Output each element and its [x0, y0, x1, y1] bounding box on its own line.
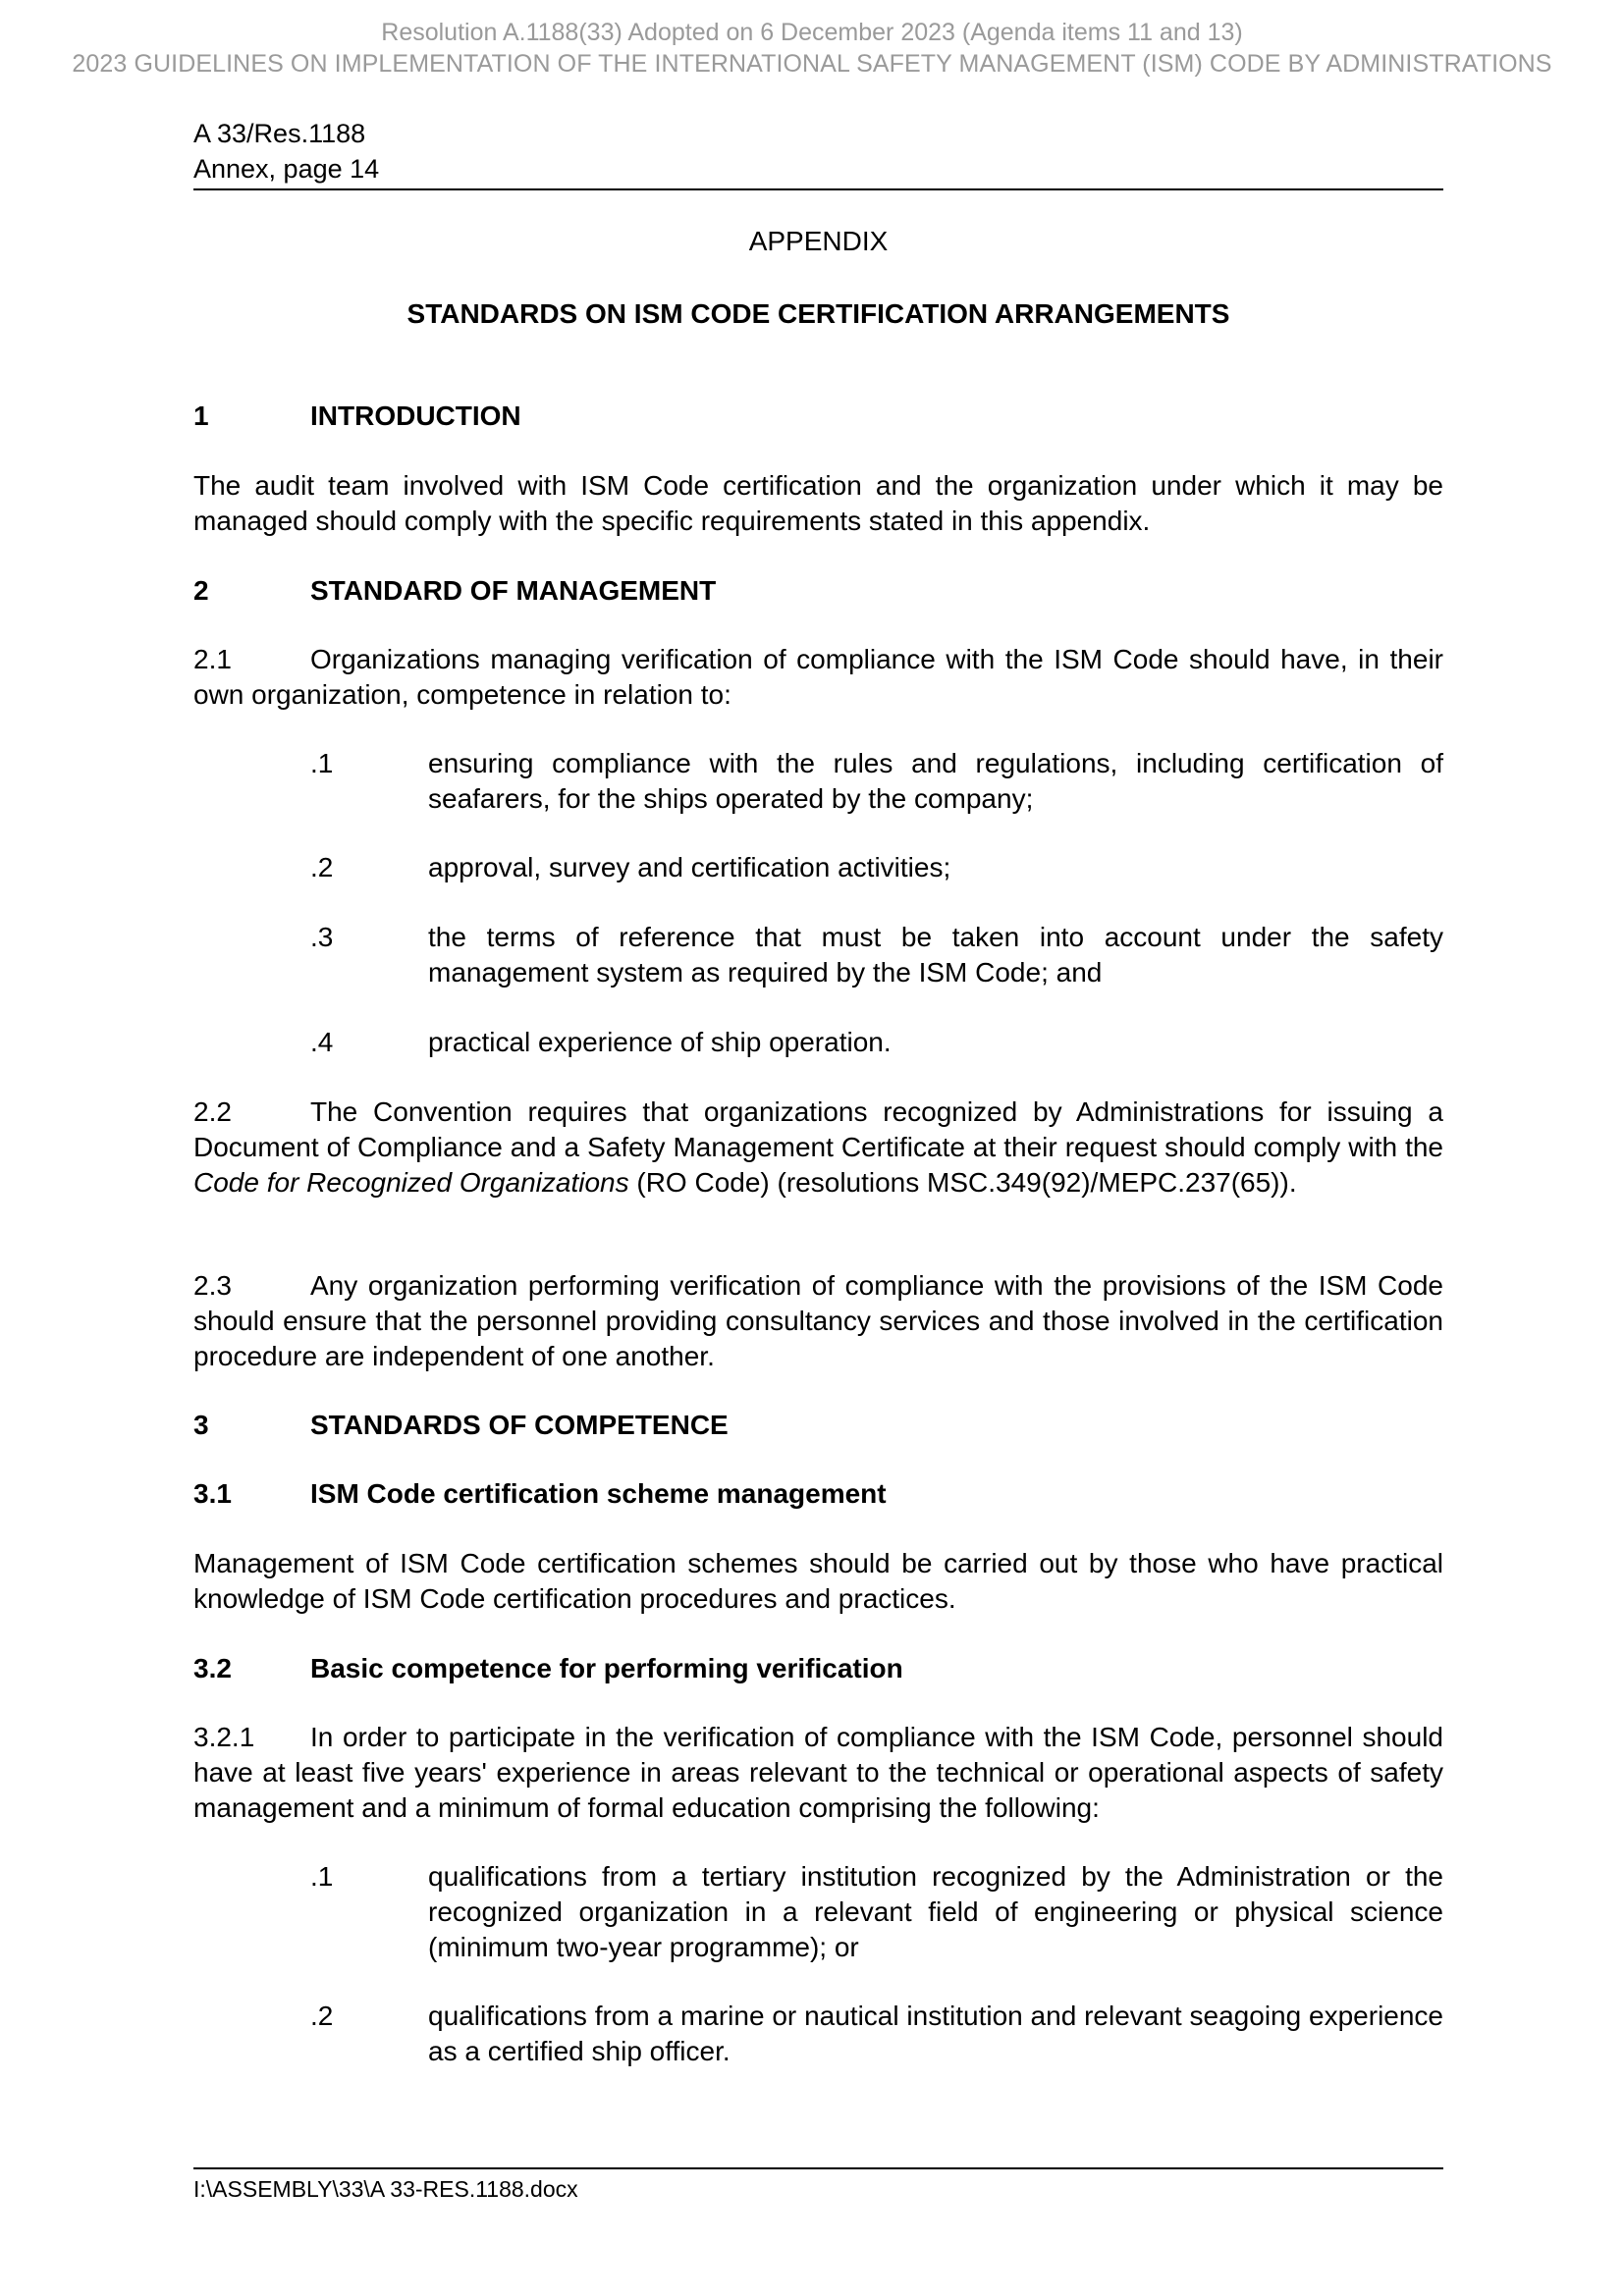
document-reference: A 33/Res.1188 — [193, 119, 366, 148]
section-title: STANDARD OF MANAGEMENT — [310, 575, 717, 606]
header-divider — [193, 188, 1443, 190]
list-item-number: .2 — [310, 2001, 334, 2031]
paragraph-number: 2.2 — [193, 1096, 232, 1127]
list-item-text: the terms of reference that must be taken into account under the safety management system as required by the ISM Code; and — [428, 922, 1443, 988]
footer-divider — [193, 2167, 1443, 2169]
section-1-paragraph: The audit team involved with ISM Code certification and the organization under which it may be managed should comply with the specific requirements stated in this appendix. — [193, 470, 1443, 536]
paragraph-text: In order to participate in the verification of compliance with the ISM Code, personnel should have at least five years' experience in areas relevant to the technical or operational aspects of safety management and a minimum of formal education comprising the following: — [193, 1722, 1443, 1823]
watermark-line-2: 2023 GUIDELINES ON IMPLEMENTATION OF THE INTERNATIONAL SAFETY MANAGEMENT (ISM) CODE BY ADMINISTRATIONS — [72, 50, 1552, 78]
list-item-text: qualifications from a tertiary institution recognized by the Administration or the recognized organization in a relevant field of engineering or physical science (minimum two-year programme); or — [428, 1861, 1443, 1962]
paragraph-number: 3.2.1 — [193, 1722, 255, 1752]
list-item-text: practical experience of ship operation. — [428, 1027, 892, 1057]
main-title: STANDARDS ON ISM CODE CERTIFICATION ARRANGEMENTS — [406, 298, 1230, 329]
appendix-title: APPENDIX — [748, 226, 889, 256]
code-title-italic: Code for Recognized Organizations — [193, 1167, 629, 1198]
page-number: Annex, page 14 — [193, 154, 380, 184]
subsection-number: 3.2 — [193, 1653, 232, 1683]
section-3-heading — [193, 1408, 1443, 1443]
section-title: INTRODUCTION — [310, 400, 521, 431]
paragraph-number: 2.3 — [193, 1270, 232, 1301]
paragraph-2-2 — [193, 1095, 1443, 1201]
paragraph-2-3 — [193, 1268, 1443, 1374]
list-item-number: .1 — [310, 1861, 334, 1892]
list-item-number: .2 — [310, 852, 334, 882]
paragraph-number: 2.1 — [193, 644, 232, 674]
section-number: 2 — [193, 575, 209, 606]
paragraph-text: Any organization performing verification of compliance with the provisions of the ISM Code should ensure that the personnel providing consultancy services and those involved in the certification procedure are independent of one another. — [193, 1270, 1443, 1371]
footer-file-path: I:\ASSEMBLY\33\A 33-RES.1188.docx — [193, 2176, 578, 2202]
subsection-3-1-heading — [193, 1476, 1443, 1512]
section-title: STANDARDS OF COMPETENCE — [310, 1410, 729, 1440]
paragraph-3-2-1 — [193, 1720, 1443, 1826]
paragraph-text: The Convention requires that organizations recognized by Administrations for issuing a Document of Compliance and a Safety Management Certificate at their request should comply with the — [193, 1096, 1443, 1162]
subsection-3-2-heading — [193, 1651, 1443, 1686]
section-2-heading — [193, 573, 1443, 609]
list-item-text: approval, survey and certification activities; — [428, 852, 951, 882]
list-item-number: .1 — [310, 748, 334, 778]
subsection-title: Basic competence for performing verification — [310, 1653, 903, 1683]
list-item-number: .3 — [310, 922, 334, 952]
subsection-title: ISM Code certification scheme management — [310, 1478, 887, 1509]
section-number: 3 — [193, 1410, 209, 1440]
subsection-3-1-paragraph: Management of ISM Code certification schemes should be carried out by those who have practical knowledge of ISM Code certification procedures and practices. — [193, 1548, 1443, 1614]
section-number: 1 — [193, 400, 209, 431]
paragraph-text: Organizations managing verification of compliance with the ISM Code should have, in their own organization, competence in relation to: — [193, 644, 1443, 710]
list-item-number: .4 — [310, 1027, 334, 1057]
page-header — [193, 116, 379, 187]
paragraph-text-continued: (RO Code) (resolutions MSC.349(92)/MEPC.237(65)). — [636, 1167, 1297, 1198]
watermark-line-1: Resolution A.1188(33) Adopted on 6 December 2023 (Agenda items 11 and 13) — [381, 19, 1243, 46]
paragraph-2-1 — [193, 642, 1443, 713]
list-item-text: ensuring compliance with the rules and regulations, including certification of seafarers, for the ships operated by the company; — [428, 748, 1443, 814]
subsection-number: 3.1 — [193, 1478, 232, 1509]
list-item-text: qualifications from a marine or nautical institution and relevant seagoing experience as a certified ship officer. — [428, 2001, 1443, 2066]
section-1-heading — [193, 399, 1443, 434]
